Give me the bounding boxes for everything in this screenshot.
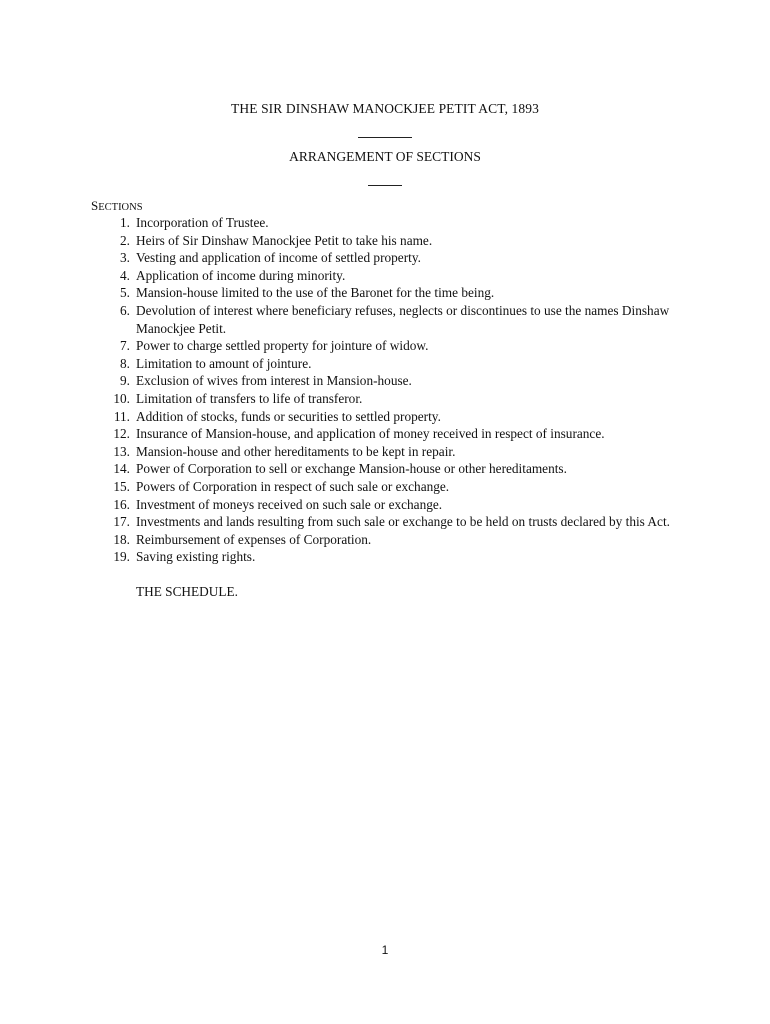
- sections-label: [91, 198, 143, 214]
- section-number: 4.: [120, 267, 130, 283]
- section-item: [0, 232, 676, 250]
- section-title: Incorporation of Trustee.: [136, 215, 269, 230]
- heading-divider: [368, 185, 402, 186]
- section-item: [0, 425, 676, 443]
- section-title: Powers of Corporation in respect of such sale or exchange.: [136, 478, 450, 494]
- section-number: 17.: [113, 514, 130, 530]
- section-number: 12.: [113, 426, 130, 442]
- section-number: 18.: [113, 531, 130, 547]
- section-title: Investment of moneys received on such sale or exchange.: [136, 496, 443, 512]
- section-item: [0, 267, 676, 285]
- section-item: [0, 460, 676, 478]
- section-item: [0, 548, 676, 566]
- section-title: Heirs of Sir Dinshaw Manockjee Petit to take his name.: [136, 232, 433, 248]
- section-title: Reimbursement of expenses of Corporation.: [136, 531, 372, 547]
- section-item: [0, 284, 676, 302]
- section-title: Saving existing rights.: [136, 549, 256, 565]
- arrangement-heading: ARRANGEMENT OF SECTIONS: [289, 149, 481, 164]
- section-title: Vesting and application of income of settled property.: [136, 250, 421, 266]
- section-item: [0, 390, 676, 408]
- section-number: 5.: [120, 285, 130, 301]
- section-title: Exclusion of wives from interest in Mansion-house.: [136, 373, 412, 389]
- section-number: 6.: [120, 302, 130, 318]
- act-title: THE SIR DINSHAW MANOCKJEE PETIT ACT, 1893: [231, 101, 539, 116]
- section-title: Mansion-house and other hereditaments to be kept in repair.: [136, 443, 456, 459]
- section-number: 11.: [113, 408, 130, 424]
- section-item: [0, 337, 676, 355]
- page-number: 1: [381, 943, 389, 957]
- title-divider: [358, 137, 412, 138]
- section-number: 15.: [113, 478, 130, 494]
- section-number: 2.: [120, 232, 130, 248]
- section-item: [0, 408, 676, 426]
- section-item: [0, 249, 676, 267]
- section-title: Power to charge settled property for jointure of widow.: [136, 338, 429, 354]
- section-item: [0, 443, 676, 461]
- section-title: Investments and lands resulting from such sale or exchange to be held on trusts declared by this Act.: [136, 514, 670, 530]
- section-number: 16.: [113, 496, 130, 512]
- section-item: [0, 478, 676, 496]
- section-title: Addition of stocks, funds or securities to settled property.: [136, 408, 441, 424]
- section-title: Mansion-house limited to the use of the Baronet for the time being.: [136, 285, 495, 301]
- section-title: Limitation to amount of jointure.: [136, 355, 312, 371]
- section-number: 3.: [120, 250, 130, 266]
- section-number: 19.: [113, 549, 130, 565]
- section-item: [0, 355, 676, 373]
- section-number: 10.: [113, 390, 130, 406]
- section-title: Power of Corporation to sell or exchange Mansion-house or other hereditaments.: [136, 461, 567, 477]
- section-item: [0, 531, 676, 549]
- section-number: 1.: [120, 215, 130, 230]
- section-number: 13.: [113, 443, 130, 459]
- schedule-heading: THE SCHEDULE.: [136, 584, 238, 599]
- sections-label-rest: ECTIONS: [98, 202, 143, 213]
- section-title: Insurance of Mansion-house, and application of money received in respect of insurance.: [136, 426, 605, 442]
- section-title: Application of income during minority.: [136, 267, 346, 283]
- section-item: [0, 496, 676, 514]
- section-item: [0, 513, 676, 531]
- section-title: Limitation of transfers to life of transferor.: [136, 390, 363, 406]
- section-list: [0, 214, 770, 566]
- section-number: 14.: [113, 461, 130, 477]
- section-number: 7.: [120, 338, 130, 354]
- section-item: [0, 302, 676, 337]
- section-number: 9.: [120, 373, 130, 389]
- sections-label-initial: S: [91, 198, 99, 213]
- section-item: [0, 372, 676, 390]
- section-number: 8.: [120, 355, 130, 371]
- section-title: Devolution of interest where beneficiary refuses, neglects or discontinues to use the names Dinshaw Manockjee Petit.: [136, 302, 670, 336]
- section-item: [0, 214, 676, 232]
